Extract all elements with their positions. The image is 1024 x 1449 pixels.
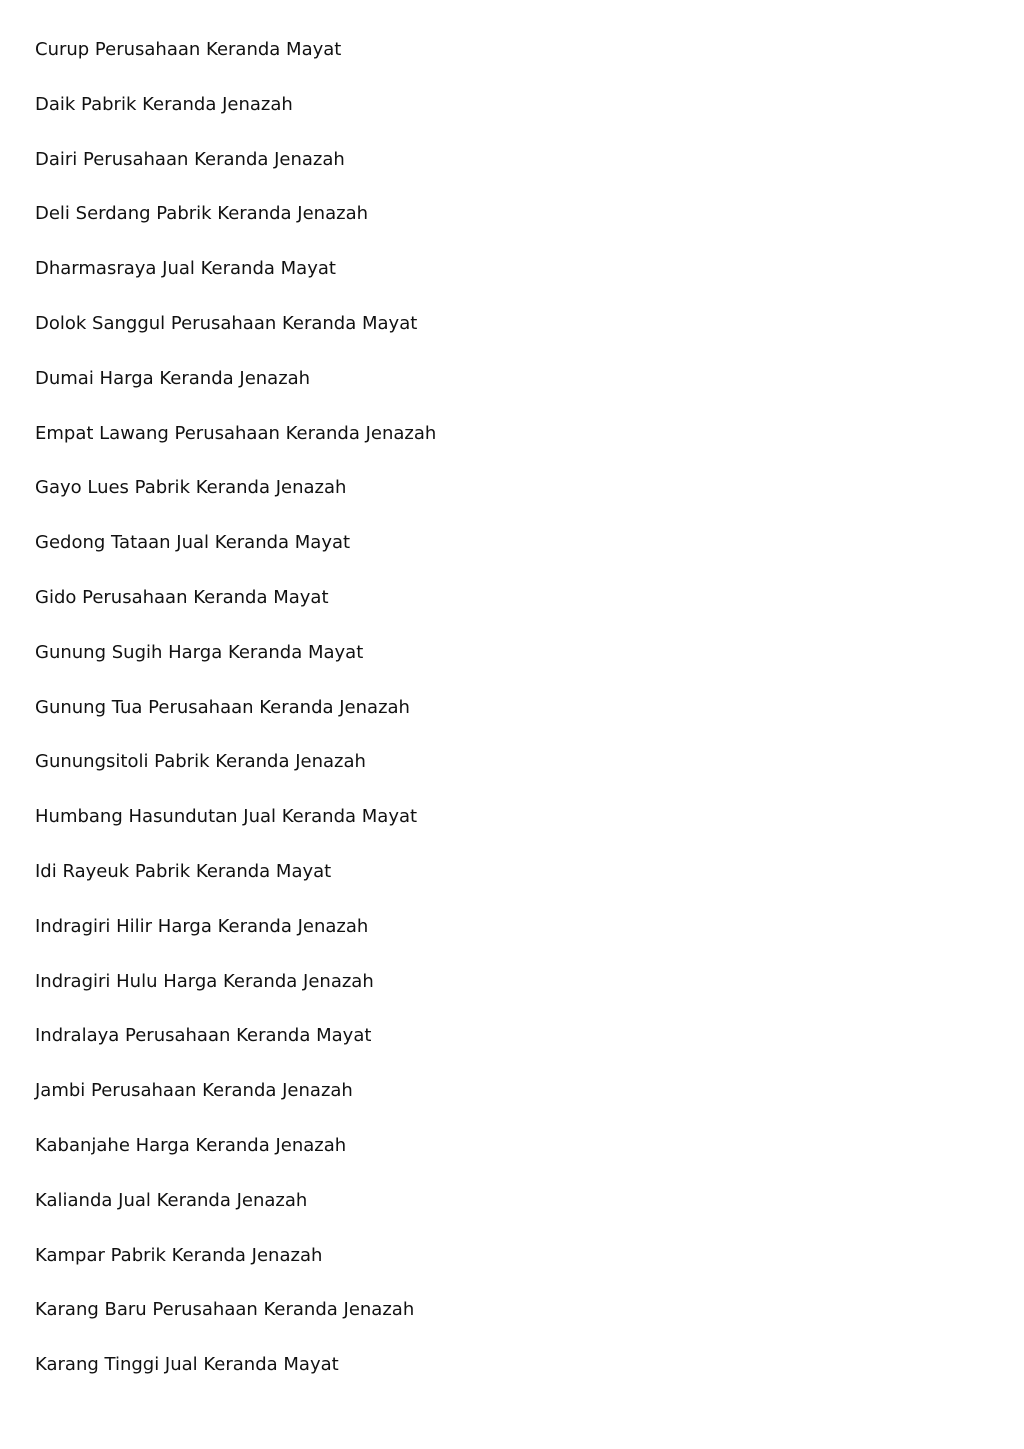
list-item	[35, 639, 436, 694]
list-item	[35, 529, 436, 584]
link-item[interactable]: Gunungsitoli Pabrik Keranda Jenazah	[35, 751, 366, 773]
list-item	[35, 748, 436, 803]
link-item[interactable]: Deli Serdang Pabrik Keranda Jenazah	[35, 203, 369, 225]
list-item	[35, 584, 436, 639]
link-item[interactable]: Daik Pabrik Keranda Jenazah	[35, 93, 293, 115]
link-item[interactable]: Kabanjahe Harga Keranda Jenazah	[35, 1134, 347, 1156]
link-item[interactable]: Dairi Perusahaan Keranda Jenazah	[35, 148, 345, 170]
link-item[interactable]: Karang Tinggi Jual Keranda Mayat	[35, 1354, 339, 1376]
list-item	[35, 803, 436, 858]
list-item	[35, 365, 436, 420]
list-item	[35, 1187, 436, 1242]
list-item	[35, 968, 436, 1023]
link-item[interactable]: Empat Lawang Perusahaan Keranda Jenazah	[35, 422, 437, 444]
list-item	[35, 36, 436, 91]
list-item	[35, 1242, 436, 1297]
link-list	[35, 36, 436, 1406]
list-item	[35, 1296, 436, 1351]
list-item	[35, 474, 436, 529]
link-item[interactable]: Indralaya Perusahaan Keranda Mayat	[35, 1025, 372, 1047]
list-item	[35, 146, 436, 201]
list-item	[35, 255, 436, 310]
list-item	[35, 1132, 436, 1187]
link-item[interactable]: Indragiri Hulu Harga Keranda Jenazah	[35, 970, 374, 992]
link-item[interactable]: Karang Baru Perusahaan Keranda Jenazah	[35, 1299, 415, 1321]
link-item[interactable]: Gayo Lues Pabrik Keranda Jenazah	[35, 477, 347, 499]
list-item	[35, 913, 436, 968]
link-item[interactable]: Kalianda Jual Keranda Jenazah	[35, 1189, 308, 1211]
link-item[interactable]: Humbang Hasundutan Jual Keranda Mayat	[35, 806, 418, 828]
list-item	[35, 200, 436, 255]
link-item[interactable]: Gunung Sugih Harga Keranda Mayat	[35, 641, 364, 663]
link-item[interactable]: Indragiri Hilir Harga Keranda Jenazah	[35, 915, 369, 937]
link-item[interactable]: Gido Perusahaan Keranda Mayat	[35, 586, 329, 608]
link-item[interactable]: Curup Perusahaan Keranda Mayat	[35, 39, 342, 60]
link-item[interactable]: Dumai Harga Keranda Jenazah	[35, 367, 311, 389]
list-item	[35, 1077, 436, 1132]
list-item	[35, 694, 436, 749]
link-item[interactable]: Kampar Pabrik Keranda Jenazah	[35, 1244, 323, 1266]
list-item	[35, 858, 436, 913]
link-item[interactable]: Gedong Tataan Jual Keranda Mayat	[35, 532, 351, 554]
link-item[interactable]: Idi Rayeuk Pabrik Keranda Mayat	[35, 860, 332, 882]
link-item[interactable]: Dharmasraya Jual Keranda Mayat	[35, 258, 336, 280]
list-item	[35, 1351, 436, 1406]
list-item	[35, 310, 436, 365]
list-item	[35, 91, 436, 146]
link-item[interactable]: Jambi Perusahaan Keranda Jenazah	[35, 1080, 353, 1102]
list-item	[35, 1022, 436, 1077]
link-item[interactable]: Dolok Sanggul Perusahaan Keranda Mayat	[35, 312, 418, 334]
link-item[interactable]: Gunung Tua Perusahaan Keranda Jenazah	[35, 696, 410, 718]
list-item	[35, 420, 436, 475]
